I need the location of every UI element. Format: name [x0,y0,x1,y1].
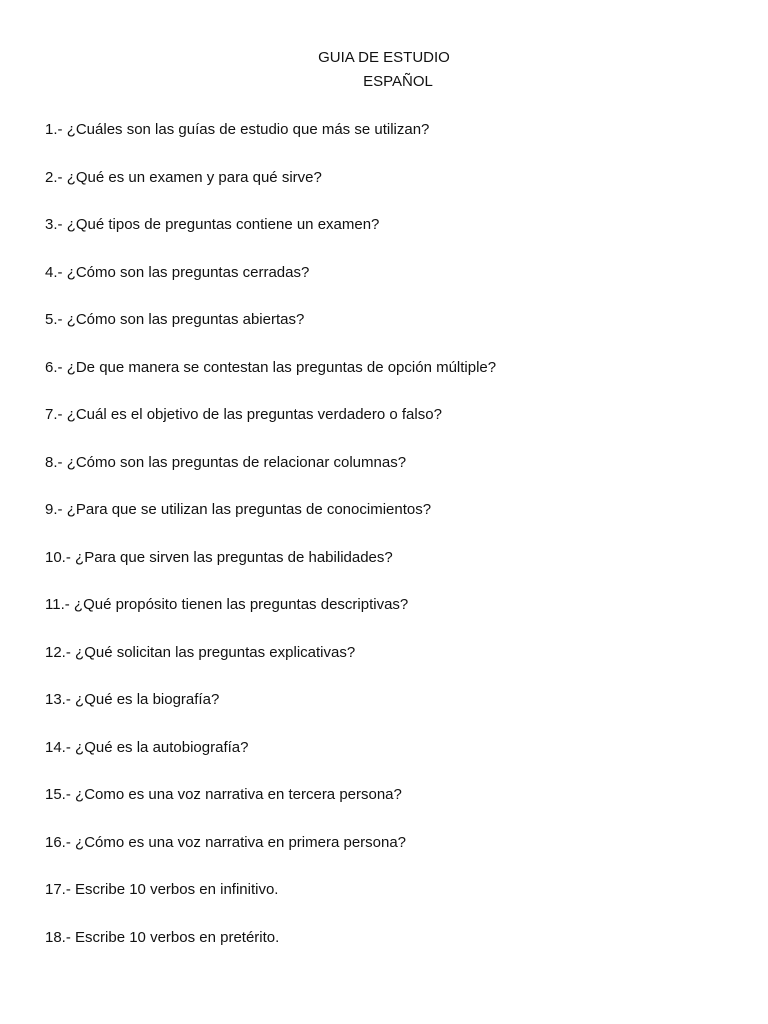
question-item [45,261,745,309]
question-text: ¿Qué es un examen y para qué sirve? [66,168,322,186]
question-list [45,118,745,973]
question-text: ¿Qué tipos de preguntas contiene un examen? [66,216,380,233]
question-number: 17.- [45,881,71,898]
question-text: ¿Como es una voz narrativa en tercera persona? [75,786,402,803]
question-text: ¿Qué es la biografía? [75,691,220,708]
document-subject: ESPAÑOL [363,73,433,90]
question-item [45,593,745,641]
question-text: ¿Qué propósito tienen las preguntas descriptivas? [73,596,409,613]
question-item [45,166,745,214]
question-text: ¿Cómo son las preguntas cerradas? [66,263,310,281]
question-item [45,356,745,404]
question-number: 13.- [45,691,71,708]
question-text: ¿Cuáles son las guías de estudio que más se utilizan? [66,121,430,138]
question-text: ¿Para que sirven las preguntas de habilidades? [75,548,393,566]
question-text: ¿Cómo es una voz narrativa en primera persona? [75,833,407,851]
question-number: 10.- [45,548,71,566]
question-item [45,926,745,974]
question-item [45,831,745,879]
question-text: Escribe 10 verbos en infinitivo. [75,881,279,898]
question-text: ¿Para que se utilizan las preguntas de conocimientos? [66,501,432,518]
question-number: 15.- [45,786,71,803]
question-number: 16.- [45,833,71,851]
question-text: ¿Cuál es el objetivo de las preguntas verdadero o falso? [66,406,442,423]
question-text: ¿De que manera se contestan las preguntas de opción múltiple? [66,358,497,376]
question-number: 18.- [45,928,71,946]
question-text: ¿Qué solicitan las preguntas explicativas? [75,643,356,661]
question-item [45,878,745,926]
question-item [45,213,745,261]
question-number: 5.- [45,311,63,328]
question-text: ¿Qué es la autobiografía? [75,738,249,756]
question-item [45,403,745,451]
question-number: 2.- [45,168,63,186]
document-header [0,46,768,94]
question-item [45,736,745,784]
document-title: GUIA DE ESTUDIO [318,49,450,66]
question-text: ¿Cómo son las preguntas de relacionar columnas? [66,453,407,471]
question-item [45,641,745,689]
question-text: ¿Cómo son las preguntas abiertas? [66,311,305,328]
question-number: 12.- [45,643,71,661]
question-number: 7.- [45,406,63,423]
question-number: 1.- [45,121,63,138]
question-item [45,783,745,831]
question-number: 3.- [45,216,63,233]
question-number: 4.- [45,263,63,281]
question-item [45,546,745,594]
question-number: 14.- [45,738,71,756]
question-number: 6.- [45,358,63,376]
question-text: Escribe 10 verbos en pretérito. [75,928,280,946]
question-item [45,308,745,356]
question-item [45,118,745,166]
question-item [45,498,745,546]
question-number: 11.- [45,596,70,613]
question-item [45,451,745,499]
question-item [45,688,745,736]
question-number: 9.- [45,501,63,518]
question-number: 8.- [45,453,63,471]
